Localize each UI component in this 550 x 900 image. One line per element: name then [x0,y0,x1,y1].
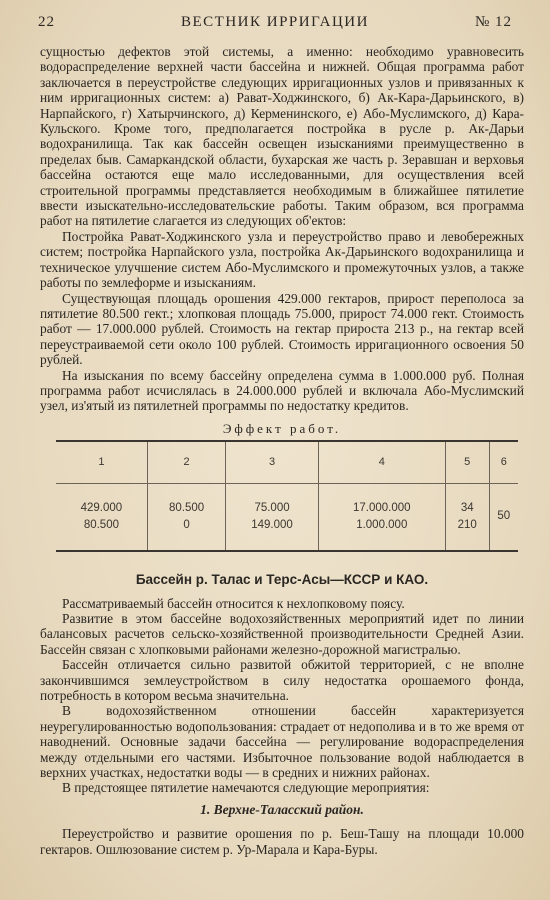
table-header-row [56,442,518,483]
subsection-heading: 1. Верхне-Таласский район. [200,801,364,817]
paragraph: Развитие в этом бассейне водохозяйственных мероприятий идет по линии балансовых расчетов сельско-хозяйственной производительности Средней Азии. Бассейн связан с хлопковыми районами железно-дорожной магистралью. [40,610,524,657]
table-cell [226,483,318,550]
table-title: Эффект работ. [222,420,342,436]
cell-value: 210 [457,518,477,531]
table-header-cell: 5 [445,442,489,483]
paragraph: В предстоящее пятилетие намечаются следующие мероприятия: [62,780,430,796]
table-cell [147,483,226,550]
table-header-cell: 4 [318,442,445,483]
cell-value: 50 [497,510,511,523]
text-block-middle [40,596,524,796]
cell-value: 1.000.000 [356,518,408,531]
text-block-top [40,44,524,414]
table-header-cell: 6 [489,442,518,483]
running-header [38,14,512,36]
page-body [40,44,524,857]
table-header-cell: 1 [56,442,147,483]
paragraph: Переустройство и развитие орошения по р. Беш-Ташу на площади 10.000 гектаров. Ошлюзование систем р. Ур-Марала и Кара-Буры. [40,826,524,857]
cell-value: 17.000.000 [352,501,411,514]
cell-value: 429.000 [80,501,123,514]
table-cell [489,483,518,550]
paragraph: Постройка Рават-Ходжинского узла и переустройство право и левобережных систем; постройка Нарпайского узла, постройка Ак-Дарьинского водохранилища и техническое улучшение систем Або-Муслимского и промежуточных узлов, а также работы по землеформе и изысканиям. [40,228,524,291]
cell-value: 149.000 [251,518,293,531]
table-cell [56,483,147,550]
paragraph: На изыскания по всему бассейну определена сумма в 1.000.000 руб. Полная программа работ исчислялась в 24.000.000 рублей и включала Або-Муслимский узел, из'ятый из пятилетней программы по недостатку кредитов. [40,367,524,414]
table-header-cell: 2 [147,442,226,483]
cell-value: 0 [183,518,190,531]
paragraph: Существующая площадь орошения 429.000 гектаров, прирост переполоса за пятилетие 80.500 гект.; хлопковая площадь 75.000, прирост 74.000 гект. Стоимость работ — 17.000.000 рублей. Стоимость на гектар прироста 213 р., на гектар всей переустраиваемой сети около 100 рублей. Стоимость ирригационного освоения 50 рублей. [40,290,524,368]
paragraph: В водохозяйственном отношении бассейн характеризуется неурегулированностью водопользования: страдает от недополива и в то же время от наводнений. Основные задачи бассейна — регулирование водораспределения между отдельными его частями. Избыточное пользование водой наблюдается в верхних участках, недостатки воды — в средних и нижних районах. [40,703,524,781]
paragraph: Бассейн отличается сильно развитой обжитой территорией, с не вполне закончившимся землеустройством в силу недостатка орошаемого фонда, потребность в котором весьма значительна. [40,657,524,703]
issue-number: № 12 [474,14,512,30]
table-cell [445,483,489,550]
paragraph: сущностью дефектов этой системы, а именно: необходимо уравновесить водораспределение верхней части бассейна и нижней. Общая программа работ заключается в переустройстве следующих ирригационных узлов и привязанных к ним ирригационных систем: а) Рават-Ходжинского, б) Ак-Кара-Дарьинского, в) Нарпайского, г) Хатырчинского, д) Керменинского, е) Або-Муслимского, д) Кара-Кульского. Кроме того, предполагается постройка в русле р. Ак-Дарьи водохранилища. Так как бассейн освещен изысканиями преимущественно в пределах быв. Самаркандской области, бухарская же часть р. Зеравшан и верховья бассейна остаются еще мало исследованными, для осуществления всей строительной программы представляется необходимым в ближайшее пятилетие ввести изыскательно-исследовательские работы. Таким образом, вся программа работ на пятилетие слагается из следующих об'ектов: [40,44,524,229]
cell-value: 75.000 [254,501,290,514]
effect-table [56,440,518,552]
table-row [56,483,518,550]
section-heading: Бассейн р. Талас и Терс-Асы—КССР и КАО. [135,572,429,588]
table-cell [318,483,445,550]
cell-value: 80.500 [83,518,119,531]
page-number: 22 [38,14,55,30]
text-block-bottom [40,826,524,857]
journal-title: ВЕСТНИК ИРРИГАЦИИ [181,14,369,30]
cell-value: 80.500 [168,501,205,514]
paragraph: Рассматриваемый бассейн относится к нехлопковому поясу. [62,595,405,611]
cell-value: 34 [460,501,474,514]
table-header-cell: 3 [226,442,318,483]
